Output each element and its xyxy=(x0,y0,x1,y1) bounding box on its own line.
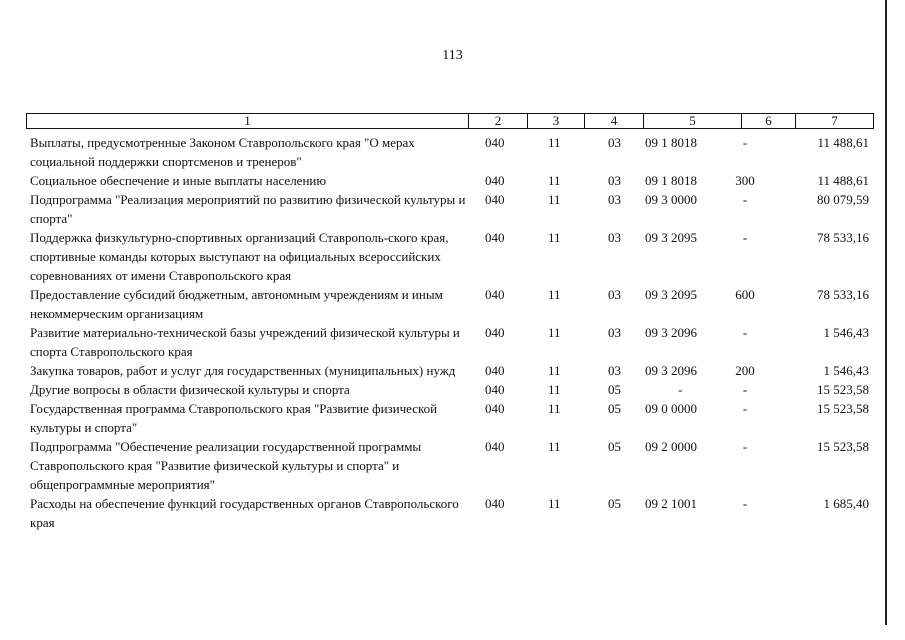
row-col-6: - xyxy=(742,439,748,454)
header-col-7: 7 xyxy=(831,113,838,128)
table-row xyxy=(30,437,869,494)
row-col-4: 05 xyxy=(608,496,621,511)
row-col-3: 11 xyxy=(548,192,561,207)
row-col-7: 1 685,40 xyxy=(823,496,869,511)
row-col-5: 09 3 0000 xyxy=(645,192,697,207)
row-col-4: 03 xyxy=(608,173,621,188)
row-col-5: 09 3 2096 xyxy=(645,363,697,378)
row-col-3: 11 xyxy=(548,439,561,454)
row-col-2: 040 xyxy=(485,325,505,340)
row-col-4: 03 xyxy=(608,192,621,207)
row-name: Выплаты, предусмотренные Законом Ставропольского края "О мерах социальной поддержки спортсменов и тренеров" xyxy=(30,135,415,169)
row-col-3: 11 xyxy=(548,401,561,416)
row-name: Подпрограмма "Реализация мероприятий по развитию физической культуры и спорта" xyxy=(30,192,466,226)
row-col-7: 78 533,16 xyxy=(817,287,869,302)
row-name: Социальное обеспечение и иные выплаты населению xyxy=(30,173,327,188)
row-col-6: - xyxy=(742,496,748,511)
row-col-5: 09 2 1001 xyxy=(645,496,697,511)
row-col-6: 300 xyxy=(735,173,755,188)
header-col-6: 6 xyxy=(742,114,796,128)
row-col-6: - xyxy=(742,401,748,416)
row-col-7: 80 079,59 xyxy=(817,192,869,207)
row-name: Подпрограмма "Обеспечение реализации государственной программы Ставропольского края "Развитие физической культуры и спорта" и общепрограммные мероприятия" xyxy=(30,439,422,492)
row-col-3: 11 xyxy=(548,382,561,397)
row-col-7: 15 523,58 xyxy=(817,401,869,416)
row-col-7: 15 523,58 xyxy=(817,439,869,454)
row-col-4: 05 xyxy=(608,382,621,397)
row-name: Поддержка физкультурно-спортивных организаций Ставрополь-ского края, спортивные команды которых выступают на официальных всероссийских соревнованиях от имени Ставропольского края xyxy=(30,230,449,283)
row-col-5: 09 2 0000 xyxy=(645,439,697,454)
row-col-6: - xyxy=(742,382,748,397)
table-row xyxy=(30,380,869,399)
row-col-5: 09 3 2095 xyxy=(645,230,697,245)
row-col-2: 040 xyxy=(485,192,505,207)
row-name: Расходы на обеспечение функций государственных органов Ставропольского края xyxy=(30,496,459,530)
row-col-5: 09 3 2096 xyxy=(645,325,697,340)
row-col-4: 03 xyxy=(608,363,621,378)
row-col-4: 03 xyxy=(608,230,621,245)
row-col-7: 11 488,61 xyxy=(817,173,869,188)
row-col-4: 03 xyxy=(608,287,621,302)
row-col-6: - xyxy=(742,192,748,207)
row-name: Другие вопросы в области физической культуры и спорта xyxy=(30,382,350,397)
row-col-7: 1 546,43 xyxy=(823,363,869,378)
row-col-6: 200 xyxy=(735,363,755,378)
row-col-3: 11 xyxy=(548,230,561,245)
row-col-5: 09 0 0000 xyxy=(645,401,697,416)
row-col-2: 040 xyxy=(485,401,505,416)
row-col-2: 040 xyxy=(485,230,505,245)
row-col-2: 040 xyxy=(485,363,505,378)
table-row xyxy=(30,190,869,228)
row-col-2: 040 xyxy=(485,382,505,397)
row-col-3: 11 xyxy=(548,287,561,302)
row-col-2: 040 xyxy=(485,135,505,150)
row-col-2: 040 xyxy=(485,439,505,454)
table-row xyxy=(30,133,869,171)
row-col-2: 040 xyxy=(485,287,505,302)
table-row xyxy=(30,228,869,285)
row-col-7: 11 488,61 xyxy=(817,135,869,150)
table-row xyxy=(30,285,869,323)
row-col-6: - xyxy=(742,230,748,245)
header-col-5: 5 xyxy=(644,114,742,128)
row-col-5: 09 1 8018 xyxy=(645,173,697,188)
table-row xyxy=(30,399,869,437)
row-col-6: - xyxy=(742,135,748,150)
page-number: 113 xyxy=(442,48,463,63)
table-body xyxy=(30,133,869,532)
row-name: Закупка товаров, работ и услуг для государственных (муниципальных) нужд xyxy=(30,363,456,378)
row-col-3: 11 xyxy=(548,135,561,150)
row-col-4: 05 xyxy=(608,439,621,454)
row-col-5: - xyxy=(678,382,683,397)
table-header xyxy=(26,113,874,129)
row-col-7: 15 523,58 xyxy=(817,382,869,397)
table-row xyxy=(30,171,869,190)
table-row xyxy=(30,361,869,380)
row-name: Развитие материально-технической базы учреждений физической культуры и спорта Ставропольского края xyxy=(30,325,460,359)
row-col-2: 040 xyxy=(485,173,505,188)
header-col-4: 4 xyxy=(585,114,644,128)
table-row xyxy=(30,323,869,361)
row-col-3: 11 xyxy=(548,363,561,378)
row-col-6: - xyxy=(742,325,748,340)
header-col-1: 1 xyxy=(27,114,469,128)
row-col-5: 09 1 8018 xyxy=(645,135,697,150)
row-col-5: 09 3 2095 xyxy=(645,287,697,302)
row-name: Предоставление субсидий бюджетным, автономным учреждениям и иным некоммерческим организациям xyxy=(30,287,443,321)
row-col-7: 1 546,43 xyxy=(823,325,869,340)
row-col-4: 03 xyxy=(608,135,621,150)
row-col-3: 11 xyxy=(548,325,561,340)
row-col-6: 600 xyxy=(735,287,755,302)
header-col-3: 3 xyxy=(528,114,585,128)
row-name: Государственная программа Ставропольского края "Развитие физической культуры и спорта" xyxy=(30,401,438,435)
row-col-3: 11 xyxy=(548,173,561,188)
table-row xyxy=(30,494,869,532)
row-col-2: 040 xyxy=(485,496,505,511)
row-col-4: 05 xyxy=(608,401,621,416)
header-col-2: 2 xyxy=(469,114,528,128)
row-col-7: 78 533,16 xyxy=(817,230,869,245)
page-edge-line xyxy=(885,0,887,625)
row-col-4: 03 xyxy=(608,325,621,340)
row-col-3: 11 xyxy=(548,496,561,511)
